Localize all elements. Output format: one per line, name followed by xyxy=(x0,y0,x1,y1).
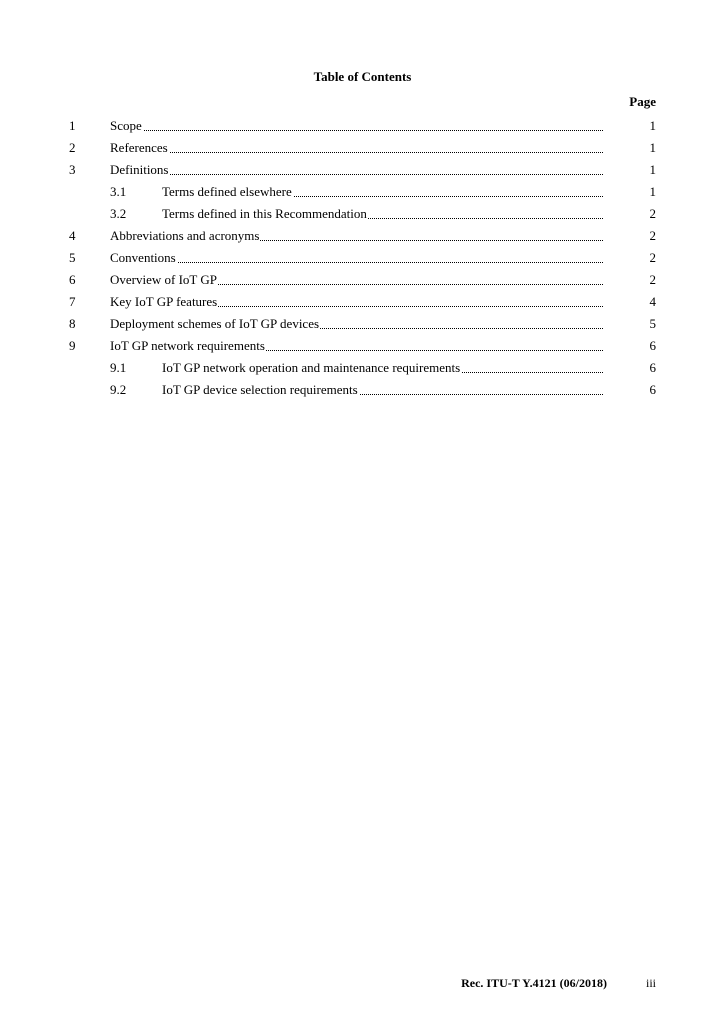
toc-entry-page: 2 xyxy=(649,272,656,287)
toc-entry-title[interactable] xyxy=(110,139,603,157)
toc-entry-number: 5 xyxy=(69,250,76,265)
toc-entry-number: 1 xyxy=(69,118,76,133)
footer-recommendation: Rec. ITU-T Y.4121 (06/2018) xyxy=(461,976,607,990)
toc-entry-label: Conventions xyxy=(110,250,176,265)
toc-entry-page: 2 xyxy=(649,206,656,221)
toc-entry-label: Scope xyxy=(110,118,142,133)
toc-entry-label: Overview of IoT GP xyxy=(110,272,217,287)
toc-list xyxy=(0,117,725,403)
toc-entry[interactable] xyxy=(0,139,725,161)
toc-entry-page: 1 xyxy=(649,140,656,155)
toc-entry[interactable] xyxy=(0,315,725,337)
toc-entry-title[interactable] xyxy=(162,359,603,377)
toc-entry-title[interactable] xyxy=(110,271,603,289)
toc-entry-label: References xyxy=(110,140,168,155)
toc-entry-label: IoT GP device selection requirements xyxy=(162,382,358,397)
dot-leader xyxy=(110,262,603,263)
toc-entry[interactable] xyxy=(0,337,725,359)
toc-entry-page: 4 xyxy=(649,294,656,309)
toc-entry-page: 1 xyxy=(649,184,656,199)
toc-entry-number: 3.2 xyxy=(110,206,127,221)
toc-entry[interactable] xyxy=(0,205,725,227)
toc-entry-label: Deployment schemes of IoT GP devices xyxy=(110,316,320,331)
toc-entry-label: Terms defined in this Recommendation xyxy=(162,206,367,221)
toc-entry-label: Key IoT GP features xyxy=(110,294,218,309)
toc-entry-page: 6 xyxy=(649,360,656,375)
dot-leader xyxy=(110,152,603,153)
footer-page-number: iii xyxy=(645,976,656,990)
toc-entry-label: IoT GP network operation and maintenance requirements xyxy=(162,360,461,375)
toc-entry[interactable] xyxy=(0,183,725,205)
toc-title: Table of Contents xyxy=(313,69,412,84)
toc-entry-label: Definitions xyxy=(110,162,169,177)
toc-entry[interactable] xyxy=(0,293,725,315)
toc-entry-page: 6 xyxy=(649,382,656,397)
toc-entry-title[interactable] xyxy=(110,117,603,135)
toc-entry-label: Abbreviations and acronyms xyxy=(110,228,260,243)
toc-entry[interactable] xyxy=(0,161,725,183)
toc-entry-label: Terms defined elsewhere xyxy=(162,184,292,199)
toc-entry-title[interactable] xyxy=(162,381,603,399)
toc-entry-title[interactable] xyxy=(162,183,603,201)
page-footer xyxy=(0,976,725,992)
toc-entry-number: 9 xyxy=(69,338,76,353)
page-column-heading: Page xyxy=(629,94,656,109)
toc-entry-title[interactable] xyxy=(110,315,603,333)
toc-entry[interactable] xyxy=(0,381,725,403)
toc-entry-page: 2 xyxy=(649,250,656,265)
toc-entry[interactable] xyxy=(0,271,725,293)
toc-entry[interactable] xyxy=(0,227,725,249)
toc-entry[interactable] xyxy=(0,359,725,381)
dot-leader xyxy=(110,174,603,175)
toc-entry-number: 3 xyxy=(69,162,76,177)
toc-entry-title[interactable] xyxy=(110,337,603,355)
toc-entry-number: 7 xyxy=(69,294,76,309)
toc-entry-page: 5 xyxy=(649,316,656,331)
toc-entry-title[interactable] xyxy=(110,227,603,245)
toc-entry-page: 1 xyxy=(649,162,656,177)
toc-entry-number: 6 xyxy=(69,272,76,287)
toc-entry-page: 2 xyxy=(649,228,656,243)
toc-entry-number: 9.1 xyxy=(110,360,127,375)
toc-entry-number: 8 xyxy=(69,316,76,331)
dot-leader xyxy=(110,130,603,131)
toc-entry-title[interactable] xyxy=(110,161,603,179)
toc-entry-title[interactable] xyxy=(110,249,603,267)
toc-entry-label: IoT GP network requirements xyxy=(110,338,265,353)
toc-entry-number: 3.1 xyxy=(110,184,127,199)
toc-entry-number: 9.2 xyxy=(110,382,127,397)
toc-entry-title[interactable] xyxy=(110,293,603,311)
toc-entry-page: 6 xyxy=(649,338,656,353)
toc-entry[interactable] xyxy=(0,117,725,139)
toc-entry-number: 4 xyxy=(69,228,76,243)
toc-entry-page: 1 xyxy=(649,118,656,133)
toc-entry-title[interactable] xyxy=(162,205,603,223)
toc-entry-number: 2 xyxy=(69,140,76,155)
toc-entry[interactable] xyxy=(0,249,725,271)
